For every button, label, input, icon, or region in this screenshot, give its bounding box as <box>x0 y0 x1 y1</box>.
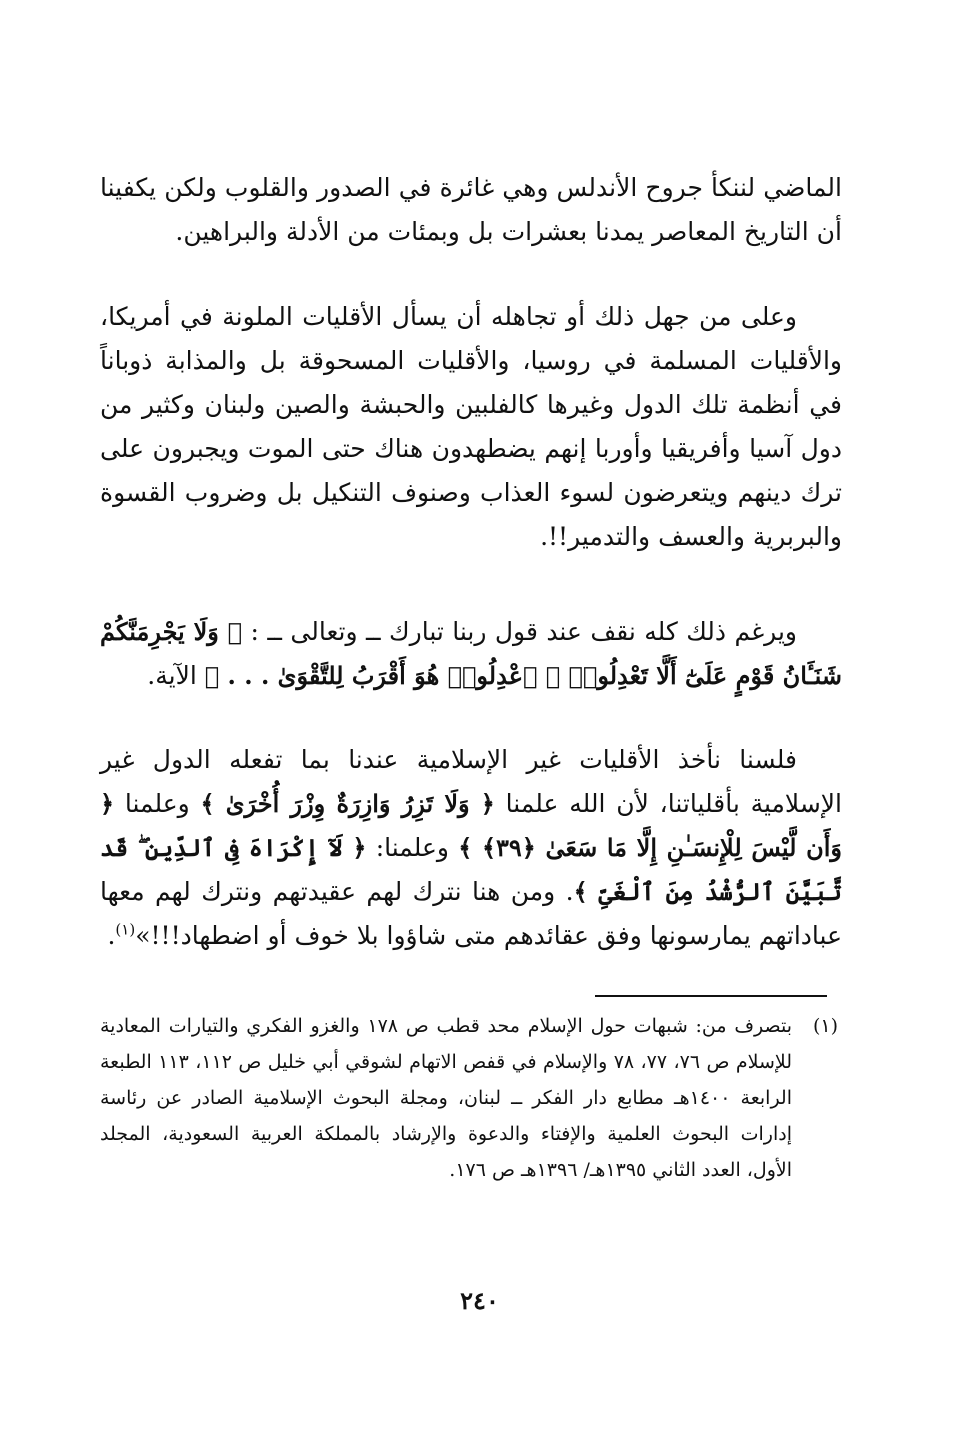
paragraph-4-text-1: فلسنا نأخذ الأقليات غير الإسلامية عندنا بما تفعله الدول غير الإسلامية بأقلياتنا، لأن الله علمنا <box>100 745 842 818</box>
paragraph-3-intro: ويرغم ذلك كله نقف عند قول ربنا تبارك ــ وتعالى ــ : <box>242 617 797 646</box>
paragraph-3 <box>100 610 842 698</box>
paragraph-4-text-5: . <box>107 921 116 950</box>
paragraph-2: وعلى من جهل ذلك أو تجاهله أن يسأل الأقليات الملونة في أمريكا، والأقليات المسلمة في روسيا، والأقليات المسحوقة بل والمذابة ذوباناً في أنظمة تلك الدول وغيرها كالفلبين والحبشة والصين ولبنان وكثير من دول آسيا وأفريقيا وأوربا إنهم يضطهدون هناك حتى الموت ويجبرون على ترك دينهم ويتعرضون لسوء العذاب وصنوف التنكيل بل وضروب القسوة والبربرية والعسف والتدمير!!. <box>100 302 842 551</box>
paragraph-4-text-2: وعلمنا <box>114 789 201 818</box>
quran-verse: ﴿ وَأَن لَّيْسَ لِلْإِنسَـٰنِ إِلَّا مَا سَعَىٰ ﴿٣٩﴾ ﴾ <box>100 789 843 862</box>
quran-verse: ﴿ لَآ إِكْرَاهَ فِى ٱلدِّينِ ۖ قَد تَّبَيَّنَ ٱلرُّشْدُ مِنَ ٱلْغَىِّ ﴾ <box>100 833 842 906</box>
footnote-number: (١) <box>812 1015 838 1037</box>
footnote <box>100 1008 838 1188</box>
paragraph-4-text-3: وعلمنا: <box>366 833 459 862</box>
quran-verse: ﴿ وَلَا تَزِرُ وَازِرَةٌ وِزْرَ أُخْرَىٰ ﴾ <box>200 789 495 818</box>
footnote-text: بتصرف من: شبهات حول الإسلام محد قطب ص ١٧٨ والغزو الفكري والتيارات المعادية للإسلام ص ٧٦، ٧٧، ٧٨ والإسلام في قفص الاتهام لشوقي أبي خليل ص ١١٢، ١١٣ الطبعة الرابعة ١٤٠٠هـ مطابع دار الفكر ــ لبنان، ومجلة البحوث الإسلامية الصادر عن رئاسة إدارات البحوث العلمية والإفتاء والدعوة والإرشاد بالمملكة العربية السعودية، المجلد الأول، العدد الثاني ١٣٩٥هـ/ ١٣٩٦هـ ص ١٧٦. <box>100 1015 793 1181</box>
page-number: ٢٤٠ <box>460 1286 499 1315</box>
paragraph-1: الماضي لننكأ جروح الأندلس وهي غائرة في الصدور والقلوب ولكن يكفينا أن التاريخ المعاصر يمدنا بعشرات بل وبمئات من الأدلة والبراهين. <box>100 173 842 246</box>
footnote-separator <box>595 995 827 997</box>
footnote-reference[interactable]: (١) <box>115 920 136 939</box>
paragraph-4 <box>100 738 842 958</box>
paragraph-3-outro: الآية. <box>147 661 205 690</box>
quran-verse: ﴿ وَلَا يَجْرِمَنَّكُمْ شَنَـَٔانُ قَوْمٍ عَلَىٰٓ أَلَّا تَعْدِلُوا۟ ۚ ٱعْدِلُوا۟ هُوَ أَقْرَبُ لِلتَّقْوَىٰ . . . ﴾ <box>100 617 842 690</box>
paragraph-4-text-4: . ومن هنا نترك لهم عقيدتهم ونترك لهم معها عباداتهم يمارسونها وفق عقائدهم متى شاؤوا بلا خوف أو اضطهاد!!!» <box>100 877 842 950</box>
